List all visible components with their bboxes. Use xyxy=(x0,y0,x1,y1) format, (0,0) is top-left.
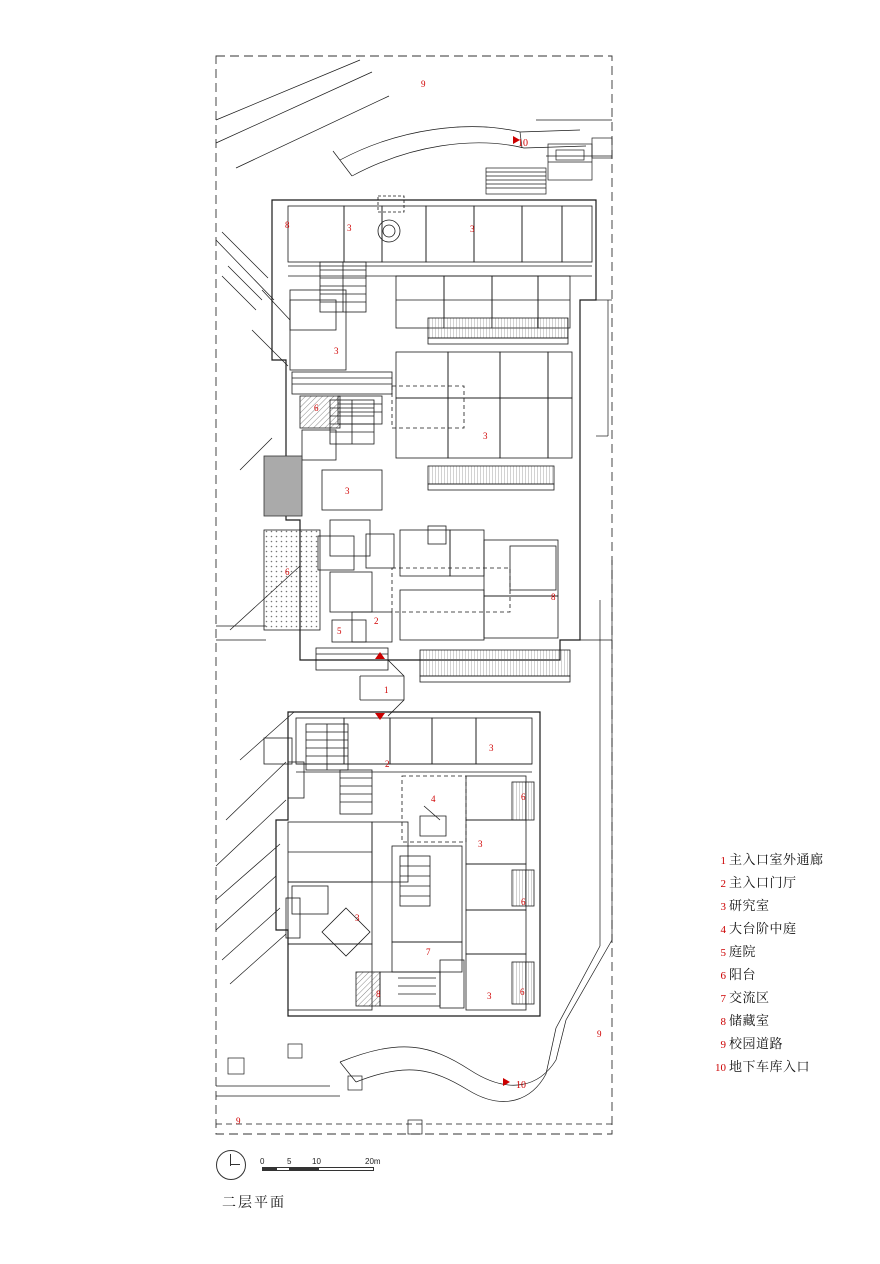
legend-label: 主入口室外通廊 xyxy=(729,853,824,868)
legend-number: 7 xyxy=(720,993,726,1005)
plan-tag-10: 10 xyxy=(518,138,528,149)
legend-number: 4 xyxy=(720,924,726,936)
legend-item xyxy=(712,852,862,870)
legend-item xyxy=(712,875,862,893)
plan-tag-7: 7 xyxy=(426,947,431,957)
legend-label: 庭院 xyxy=(729,945,757,960)
plan-tag-3: 3 xyxy=(355,913,360,923)
legend-item xyxy=(712,921,862,939)
plan-tag-6: 6 xyxy=(521,792,526,802)
legend-item xyxy=(712,1059,862,1077)
legend-number: 10 xyxy=(715,1062,726,1074)
north-arrow-icon xyxy=(216,1150,246,1180)
scale-bar xyxy=(260,1157,381,1174)
plan-tag-3: 3 xyxy=(487,991,492,1001)
plan-tag-6: 6 xyxy=(520,987,525,997)
plan-tag-8: 8 xyxy=(551,592,556,602)
plan-tag-3: 3 xyxy=(334,346,339,356)
legend-label: 校园道路 xyxy=(729,1037,784,1052)
legend-number: 2 xyxy=(720,878,726,890)
plan-tag-3: 3 xyxy=(470,224,475,234)
plan-tag-9: 9 xyxy=(236,1116,241,1126)
legend-label: 交流区 xyxy=(729,991,770,1006)
plan-tag-5: 5 xyxy=(337,626,342,636)
legend-label: 阳台 xyxy=(729,968,757,983)
legend-number: 5 xyxy=(720,947,726,959)
legend-label: 地下车库入口 xyxy=(729,1060,811,1075)
plan-tag-3: 3 xyxy=(345,486,350,496)
plan-tag-3: 3 xyxy=(483,431,488,441)
scale-tick: 10 xyxy=(312,1157,321,1166)
legend-item xyxy=(712,898,862,916)
legend-number: 9 xyxy=(720,1039,726,1051)
scale-tick: 20m xyxy=(365,1157,381,1166)
plan-tag-9: 9 xyxy=(597,1029,602,1039)
plan-tag-8: 8 xyxy=(376,989,381,999)
plan-tag-10: 10 xyxy=(516,1080,526,1091)
legend xyxy=(712,852,862,1082)
plan-tag-2: 2 xyxy=(374,616,379,626)
plan-tag-3: 3 xyxy=(489,743,494,753)
plan-tag-6: 6 xyxy=(314,403,319,413)
plan-tag-6: 6 xyxy=(285,567,290,577)
legend-number: 1 xyxy=(720,855,726,867)
plan-tag-3: 3 xyxy=(478,839,483,849)
scale-tick: 0 xyxy=(260,1157,265,1166)
legend-number: 6 xyxy=(720,970,726,982)
legend-item xyxy=(712,967,862,985)
plan-tag-6: 6 xyxy=(521,897,526,907)
legend-label: 储藏室 xyxy=(729,1014,770,1029)
plan-tag-9: 9 xyxy=(421,79,426,89)
plan-tag-1: 1 xyxy=(384,685,389,695)
legend-label: 大台阶中庭 xyxy=(729,922,797,937)
legend-number: 3 xyxy=(720,901,726,913)
scale-tick: 5 xyxy=(287,1157,292,1166)
legend-number: 8 xyxy=(720,1016,726,1028)
legend-label: 主入口门厅 xyxy=(729,876,797,891)
plan-tag-3: 3 xyxy=(347,223,352,233)
legend-item xyxy=(712,1036,862,1054)
plan-tag-2: 2 xyxy=(385,759,390,769)
legend-label: 研究室 xyxy=(729,899,770,914)
legend-item xyxy=(712,1013,862,1031)
legend-item xyxy=(712,944,862,962)
plan-tag-4: 4 xyxy=(431,794,436,804)
plan-tag-8: 8 xyxy=(285,220,290,230)
legend-item xyxy=(712,990,862,1008)
plan-title: 二层平面 xyxy=(222,1195,286,1211)
